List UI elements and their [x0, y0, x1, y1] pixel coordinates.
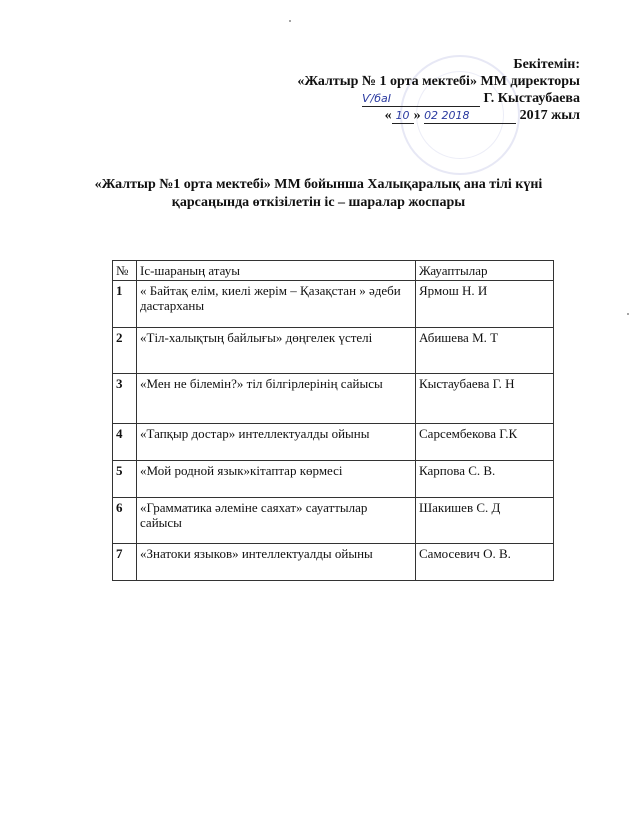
approver-name: Г. Кыстаубаева: [483, 91, 580, 106]
responsible-person: Карпова С. В.: [416, 461, 554, 498]
scan-speck: [289, 20, 291, 22]
event-name: «Знатоки языков» интеллектуалды ойыны: [137, 544, 416, 581]
table-row: [113, 544, 554, 581]
event-name: «Мен не білемін?» тіл білгірлерінің сайысы: [137, 374, 416, 424]
approval-date-line: [0, 107, 580, 124]
row-number: 6: [113, 498, 137, 544]
event-name: «Грамматика әлеміне саяхат» сауаттылар сайысы: [137, 498, 416, 544]
row-number: 1: [113, 281, 137, 328]
row-number: 5: [113, 461, 137, 498]
event-name: « Байтақ елім, киелі жерім – Қазақстан » әдеби дастарханы: [137, 281, 416, 328]
responsible-person: Шакишев С. Д: [416, 498, 554, 544]
events-table: [112, 260, 554, 581]
event-name: «Тіл-халықтың байлығы» дөңгелек үстелі: [137, 328, 416, 374]
title-line-2: қарсаңында өткізілетін іс – шаралар жоспары: [171, 195, 466, 210]
event-name: «Тапқыр достар» интеллектуалды ойыны: [137, 424, 416, 461]
table-header-row: [113, 261, 554, 281]
table-row: [113, 281, 554, 328]
date-close-quote: »: [413, 108, 421, 123]
header-event-name: Іс-шараның атауы: [137, 261, 416, 281]
title-line-1: «Жалтыр №1 орта мектебі» ММ бойынша Халықаралық ана тілі күні: [94, 177, 543, 192]
responsible-person: Абишева М. Т: [416, 328, 554, 374]
date-month: 02 2018: [424, 109, 516, 124]
date-day: 10: [392, 109, 414, 124]
approval-position: «Жалтыр № 1 орта мектебі» ММ директоры: [297, 74, 580, 89]
responsible-person: Кыстаубаева Г. Н: [416, 374, 554, 424]
date-open-quote: «: [384, 108, 392, 123]
date-year: 2017 жыл: [519, 108, 580, 123]
document-title: [0, 176, 637, 212]
row-number: 4: [113, 424, 137, 461]
approval-signature-line: [0, 90, 580, 107]
table-row: [113, 461, 554, 498]
table-row: [113, 498, 554, 544]
event-name: «Мой родной язык»кітаптар көрмесі: [137, 461, 416, 498]
responsible-person: Самосевич О. В.: [416, 544, 554, 581]
header-responsible: Жауаптылар: [416, 261, 554, 281]
signature-text: Ѵ/баІ: [361, 92, 392, 105]
row-number: 3: [113, 374, 137, 424]
row-number: 2: [113, 328, 137, 374]
responsible-person: Ярмош Н. И: [416, 281, 554, 328]
approval-heading: Бекітемін:: [513, 57, 580, 72]
responsible-person: Сарсембекова Г.К: [416, 424, 554, 461]
table-row: [113, 424, 554, 461]
scan-speck: [627, 313, 629, 315]
table-row: [113, 374, 554, 424]
signature: [362, 92, 480, 107]
approval-block: [0, 56, 580, 124]
table-row: [113, 328, 554, 374]
header-number: №: [113, 261, 137, 281]
row-number: 7: [113, 544, 137, 581]
